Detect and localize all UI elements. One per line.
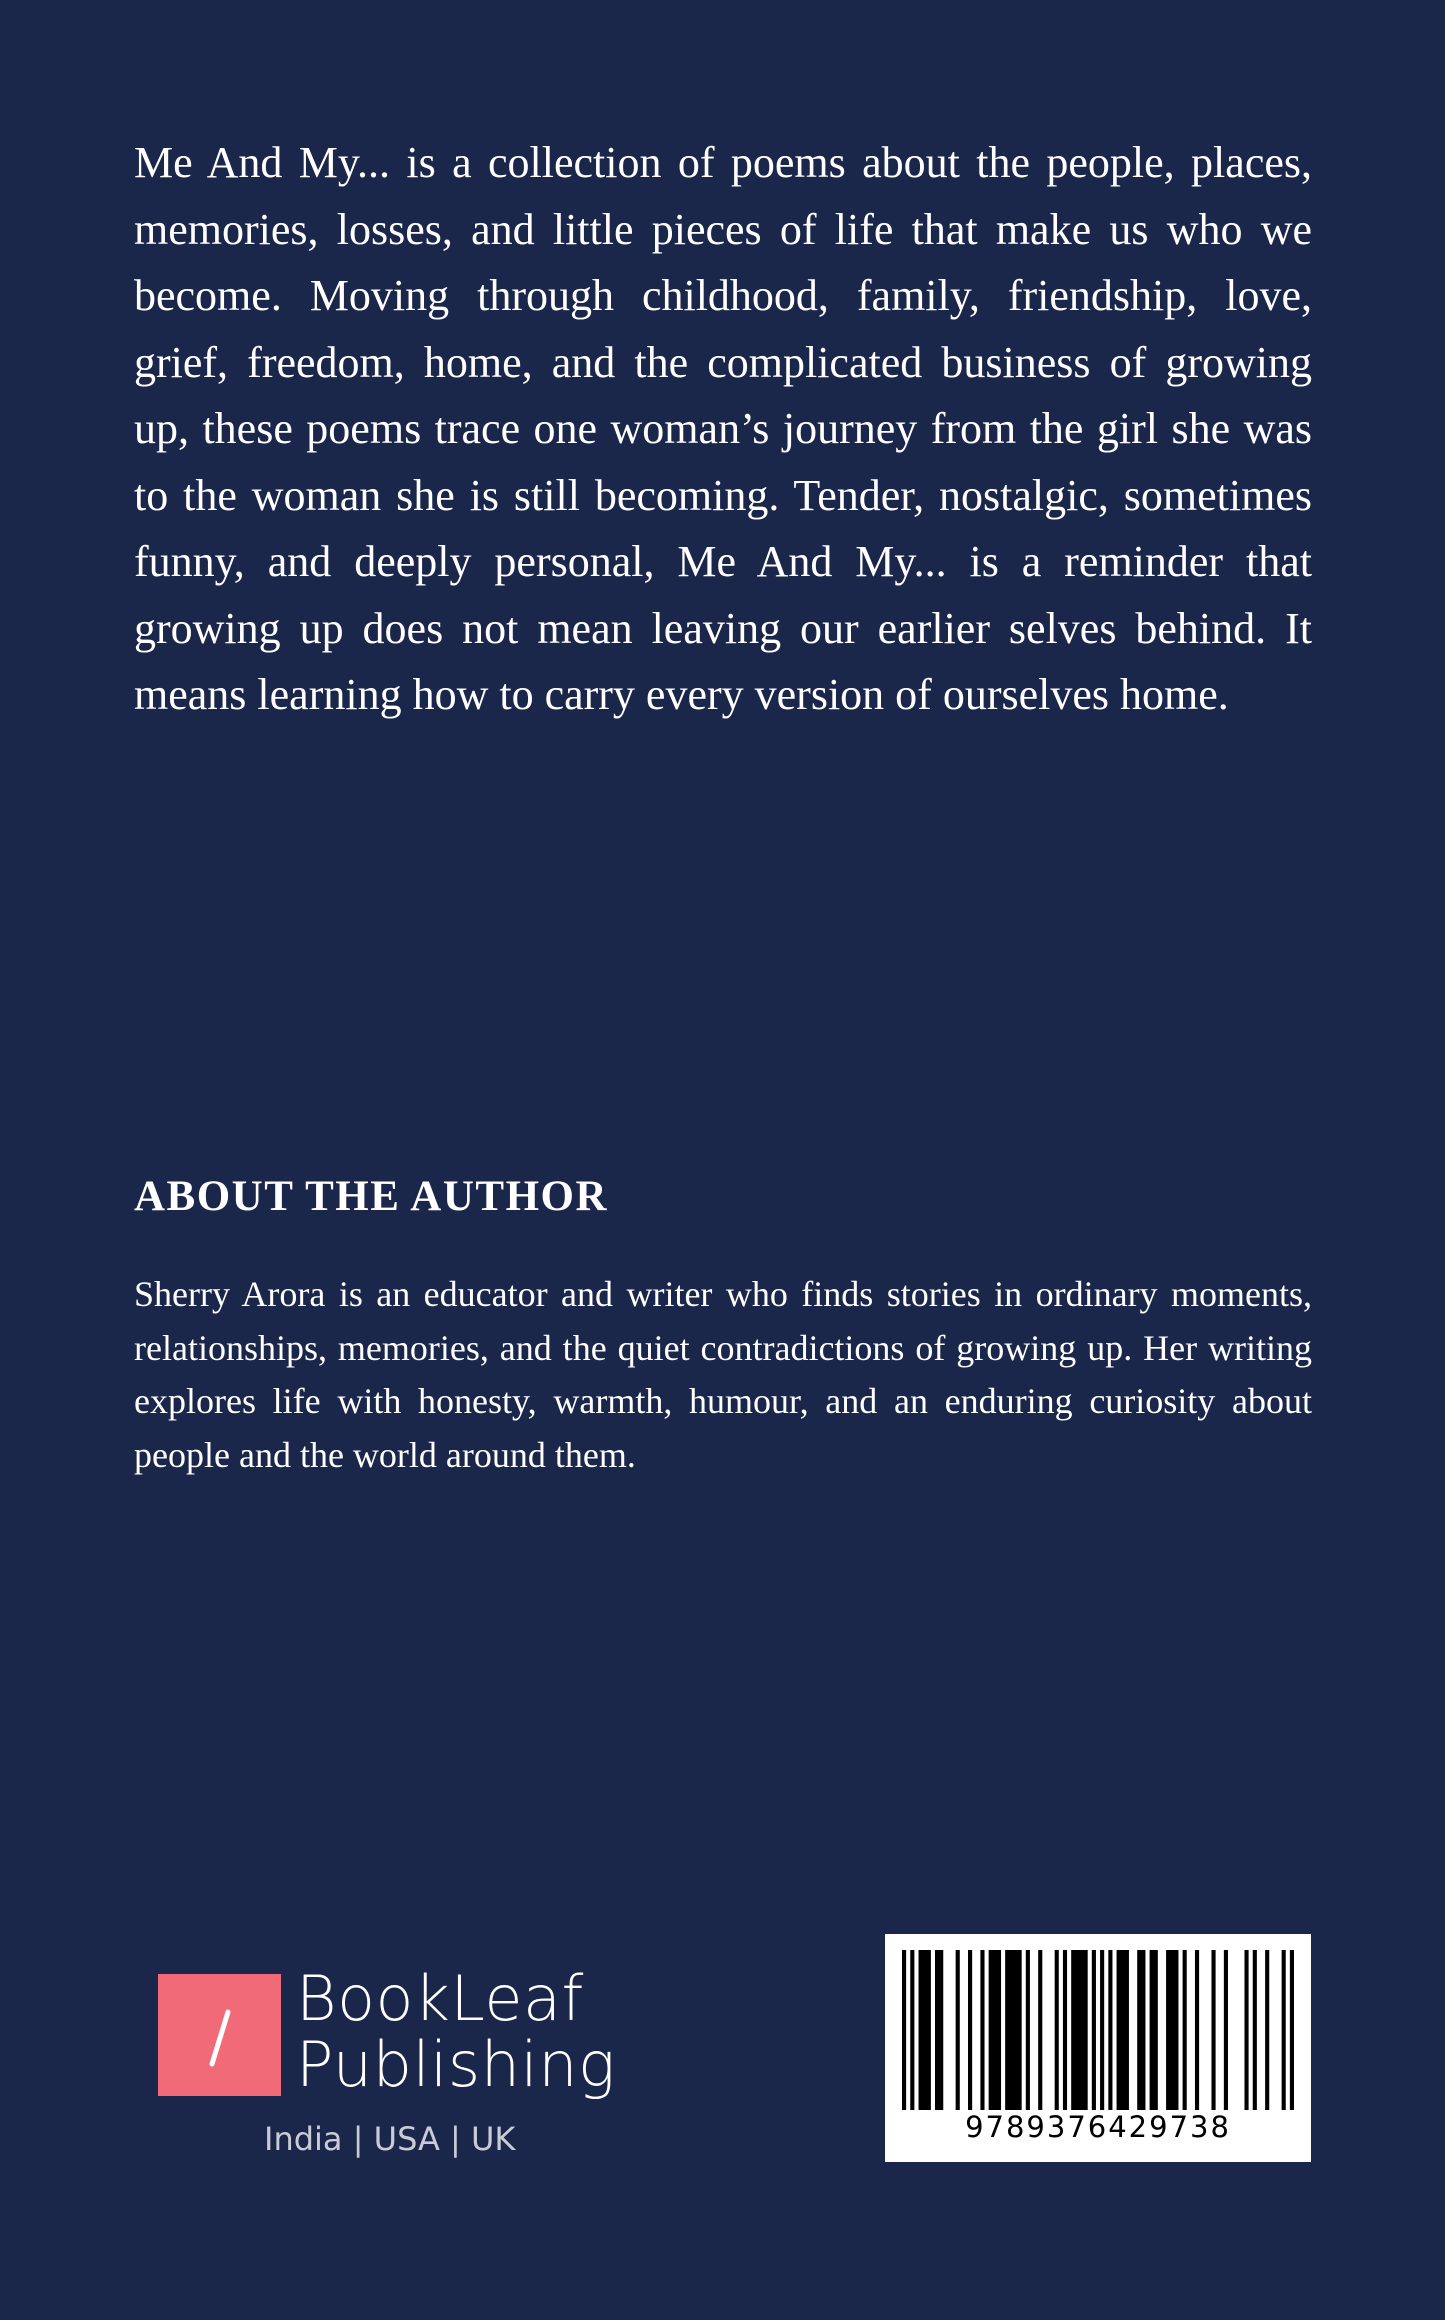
publisher-regions: India | USA | UK	[264, 2120, 516, 2158]
publisher-name-line1: BookLeaf	[296, 1962, 584, 2035]
barcode-bar	[956, 1950, 960, 2110]
barcode-bar	[1211, 1950, 1215, 2110]
barcode-bar	[1063, 1950, 1067, 2110]
author-bio: Sherry Arora is an educator and writer who finds stories in ordinary moments, relationships, memories, and the quiet contradictions of growing up. Her writing explores life with honesty, warmth, humour, and an enduring curiosity about people and the world around them.	[134, 1274, 1312, 1475]
publisher-logo	[158, 1962, 616, 2168]
barcode-bar	[1253, 1950, 1257, 2110]
barcode-bar	[1100, 1950, 1104, 2110]
barcode-bar	[1195, 1950, 1199, 2110]
barcode-bar	[1055, 1950, 1059, 2110]
barcode-bar	[910, 1950, 914, 2110]
barcode-bar	[989, 1950, 1001, 2110]
barcode-bar	[902, 1950, 906, 2110]
isbn-barcode	[885, 1934, 1311, 2162]
barcode-bar	[968, 1950, 972, 2110]
barcode-bar	[1244, 1950, 1248, 2110]
book-blurb: Me And My... is a collection of poems about the people, places, memories, losses, and little pieces of life that make us who we become. Moving through childhood, family, friendship, love, grief, freedom, home, and the complicated business of growing up, these poems trace one woman’s journey from the girl she was to the woman she is still becoming. Tender, nostalgic, sometimes funny, and deeply personal, Me And My... is a reminder that growing up does not mean leaving our earlier selves behind. It means learning how to carry every version of ourselves home.	[134, 138, 1312, 719]
isbn-number: 9789376429738	[965, 2110, 1231, 2144]
barcode-bar	[1265, 1950, 1269, 2110]
slash-icon	[158, 1974, 281, 2096]
barcode-bar	[919, 1950, 931, 2110]
barcode-bar	[1117, 1950, 1129, 2110]
barcode-bar	[1026, 1950, 1030, 2110]
barcode-bar	[1071, 1950, 1088, 2110]
barcode-bar	[1183, 1950, 1187, 2110]
barcode-bar	[1137, 1950, 1145, 2110]
barcode-bar	[1290, 1950, 1294, 2110]
barcode-bar	[1150, 1950, 1158, 2110]
barcode-bar	[1166, 1950, 1178, 2110]
barcode-bar	[1038, 1950, 1042, 2110]
barcode-bar	[1282, 1950, 1286, 2110]
barcode-bar	[980, 1950, 984, 2110]
barcode-bar	[1108, 1950, 1112, 2110]
barcode-bar	[935, 1950, 943, 2110]
barcode-bar	[1005, 1950, 1022, 2110]
about-author-heading: ABOUT THE AUTHOR	[134, 1173, 609, 1220]
publisher-name-line2: Publishing	[296, 2028, 616, 2101]
barcode-bar	[1224, 1950, 1228, 2110]
barcode-bars	[902, 1950, 1294, 2110]
barcode-bar	[1092, 1950, 1096, 2110]
